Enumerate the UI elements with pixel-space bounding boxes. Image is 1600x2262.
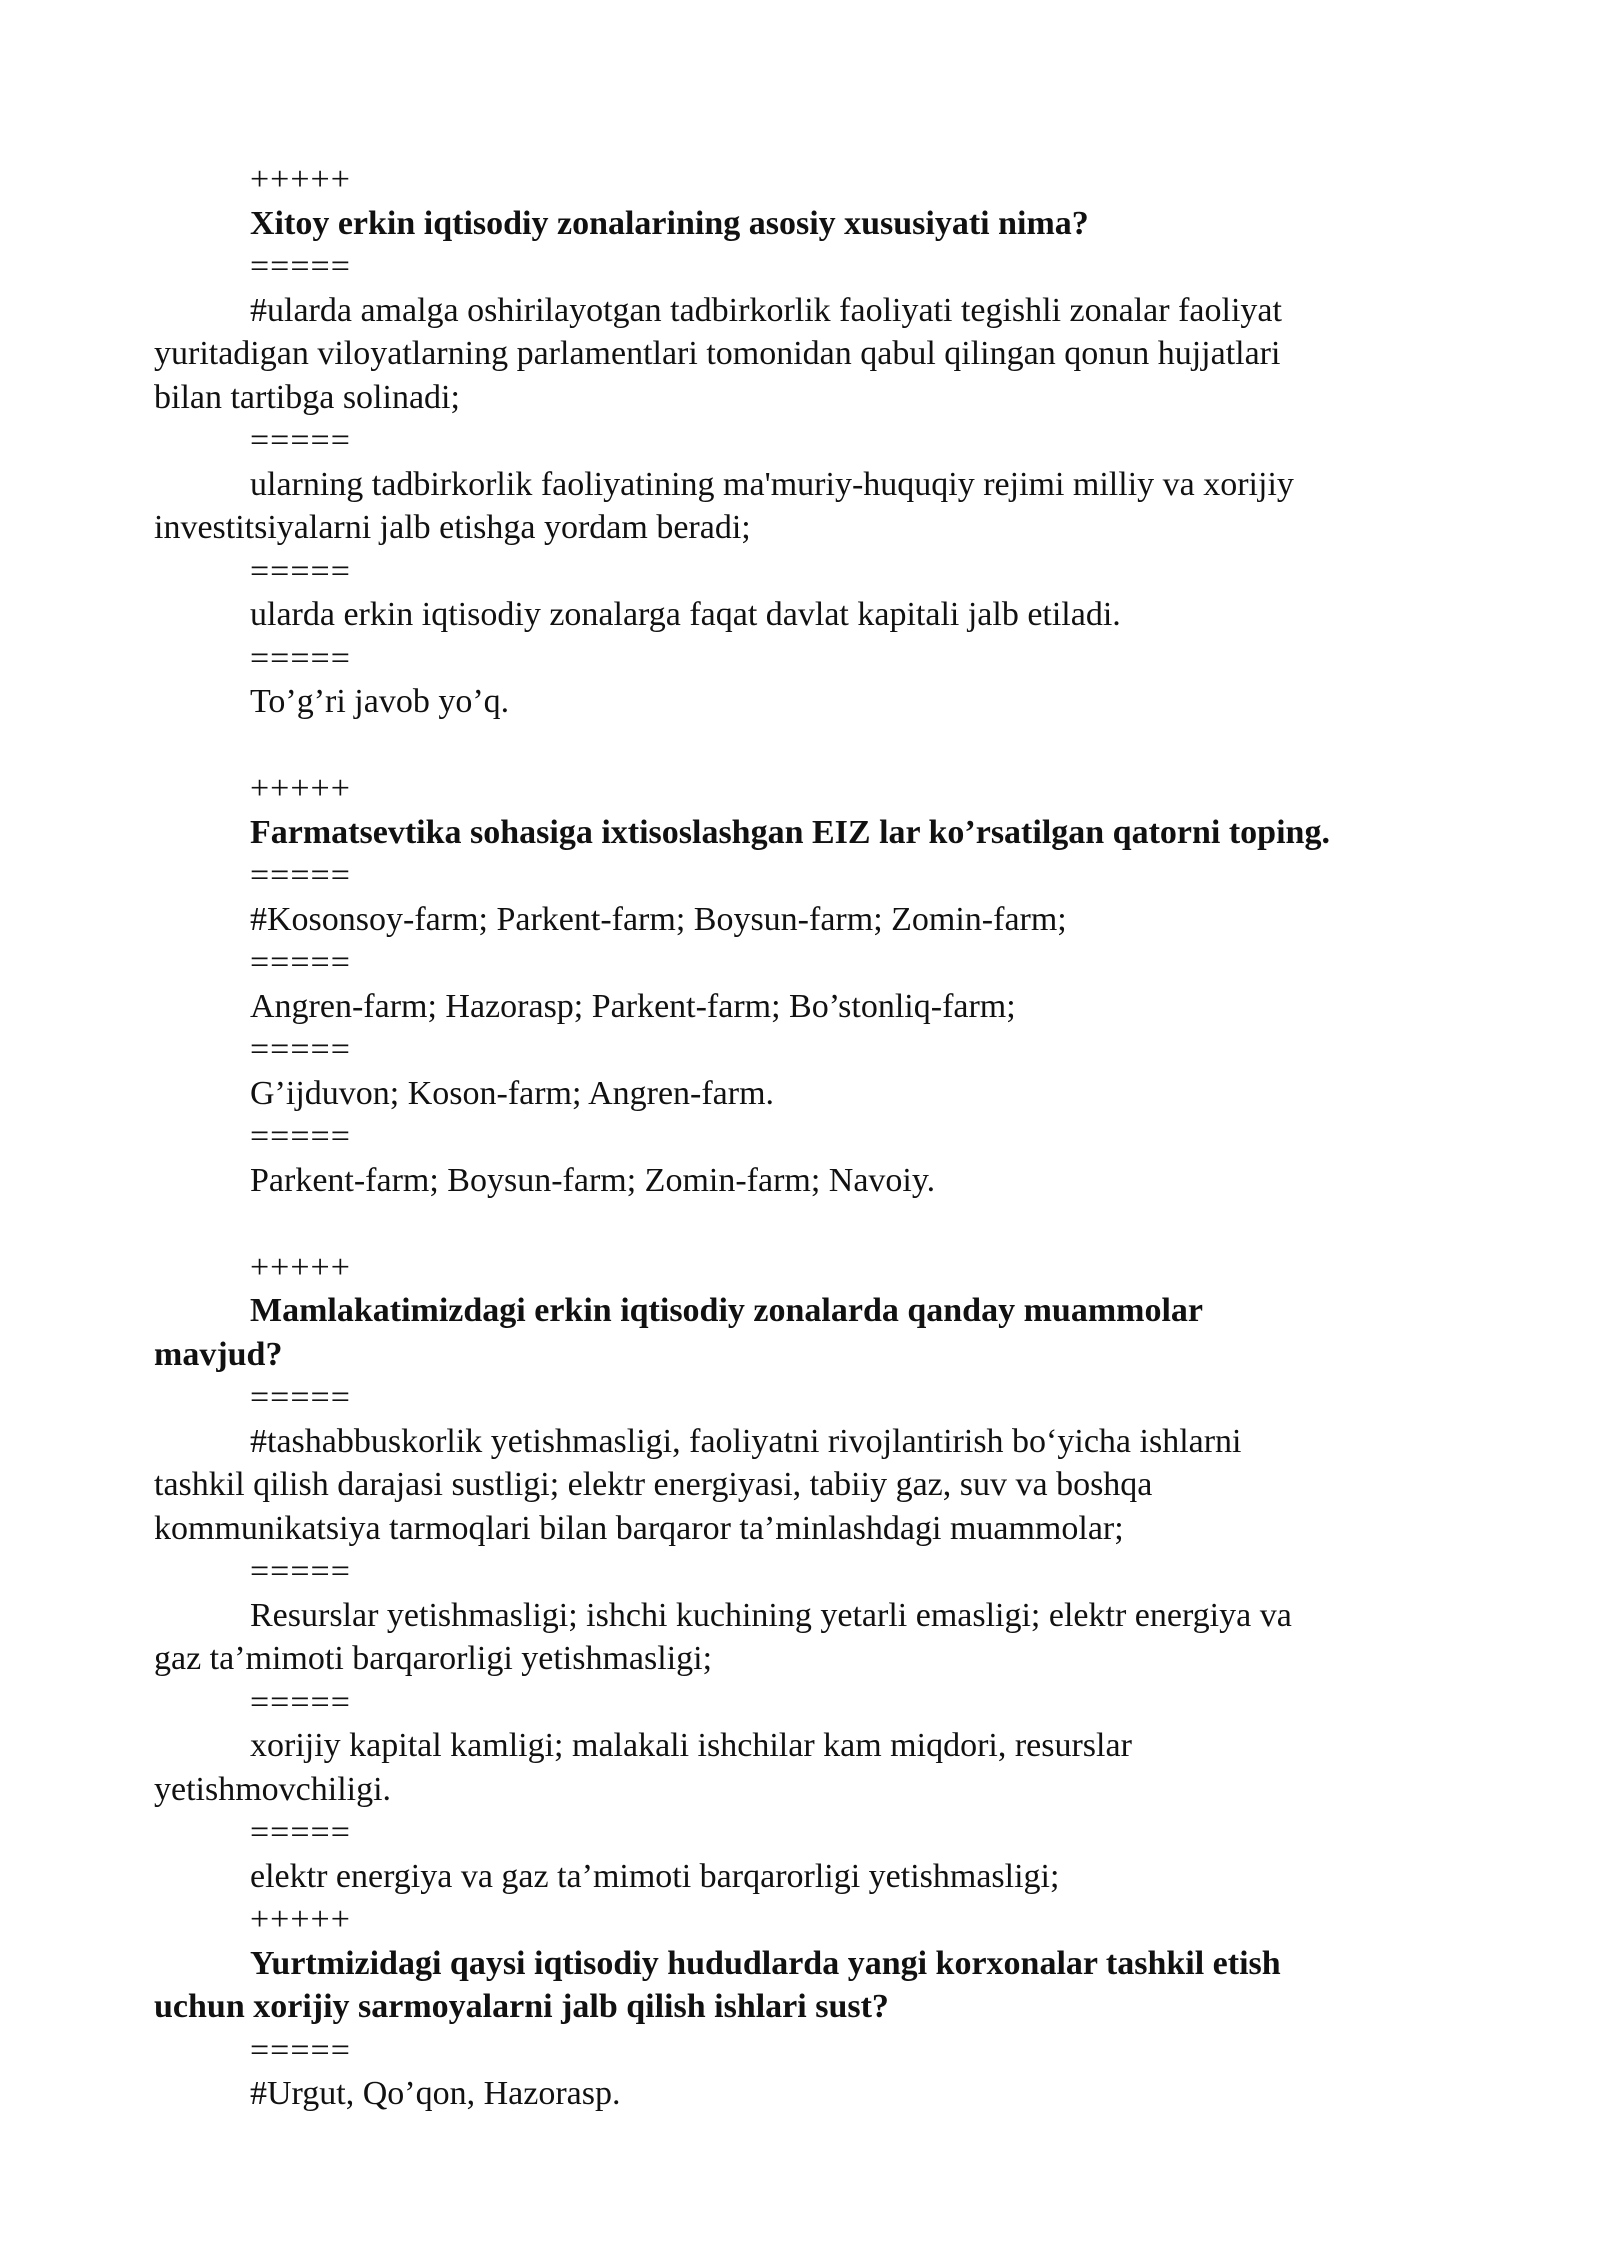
- option-text: #ularda amalga oshirilayotgan tadbirkorlik faoliyati tegishli zonalar faoliyat: [250, 291, 1282, 329]
- option-text: ularda erkin iqtisodiy zonalarga faqat davlat kapitali jalb etiladi.: [250, 596, 1121, 633]
- option-text: ularning tadbirkorlik faoliyatining ma'muriy-huquqiy rejimi milliy va xorijiy: [250, 465, 1294, 503]
- spacer: [154, 1202, 1454, 1246]
- option-text: G’ijduvon; Koson-farm; Angren-farm.: [250, 1074, 775, 1112]
- question-text: Yurtmizidagi qaysi iqtisodiy hududlarda yangi korxonalar tashkil etish: [250, 1944, 1281, 1982]
- option-separator: =====: [250, 248, 351, 285]
- option-text: Angren-farm; Hazorasp; Parkent-farm; Bo’stonliq-farm;: [250, 987, 1016, 1025]
- option-separator: =====: [250, 422, 351, 459]
- option-text: yetishmovchiligi.: [154, 1770, 392, 1808]
- option-separator: =====: [250, 1553, 351, 1590]
- option-separator: =====: [250, 1031, 351, 1068]
- question-marker: +++++: [250, 770, 351, 807]
- question-block: [154, 1246, 1454, 1899]
- option-separator: =====: [250, 944, 351, 981]
- question-marker: +++++: [250, 161, 351, 198]
- option-text: #tashabbuskorlik yetishmasligi, faoliyatni rivojlantirish bo‘yicha ishlarni: [250, 1422, 1242, 1460]
- option-separator: =====: [250, 639, 351, 677]
- question-marker: +++++: [250, 1248, 351, 1286]
- option-separator: =====: [250, 2031, 351, 2069]
- spacer: [154, 724, 1454, 768]
- question-text: Farmatsevtika sohasiga ixtisoslashgan EIZ lar ko’rsatilgan qatorni toping.: [250, 813, 1330, 851]
- question-text: mavjud?: [154, 1335, 283, 1373]
- question-marker: +++++: [250, 1901, 351, 1938]
- option-text: #Urgut, Qo’qon, Hazorasp.: [250, 2075, 621, 2112]
- option-text: elektr energiya va gaz ta’mimoti barqarorligi yetishmasligi;: [250, 1857, 1060, 1895]
- option-text: yuritadigan viloyatlarning parlamentlari tomonidan qabul qilingan qonun hujjatlari: [154, 335, 1281, 372]
- option-separator: =====: [250, 1683, 351, 1721]
- document-page: [154, 158, 1454, 2116]
- option-separator: =====: [250, 1379, 351, 1416]
- option-separator: =====: [250, 857, 351, 894]
- option-separator: =====: [250, 1118, 351, 1155]
- option-text: tashkil qilish darajasi sustligi; elektr energiyasi, tabiiy gaz, suv va boshqa: [154, 1466, 1153, 1503]
- question-block: [154, 1898, 1454, 2116]
- option-separator: =====: [250, 552, 351, 590]
- question-block: [154, 767, 1454, 1202]
- question-text: Mamlakatimizdagi erkin iqtisodiy zonalarda qanday muammolar: [250, 1292, 1203, 1329]
- option-text: kommunikatsiya tarmoqlari bilan barqaror ta’minlashdagi muammolar;: [154, 1509, 1124, 1547]
- option-text: bilan tartibga solinadi;: [154, 378, 460, 416]
- option-text: Resurslar yetishmasligi; ishchi kuchining yetarli emasligi; elektr energiya va: [250, 1596, 1292, 1634]
- option-text: xorijiy kapital kamligi; malakali ishchilar kam miqdori, resurslar: [250, 1727, 1132, 1764]
- option-text: To’g’ri javob yo’q.: [250, 683, 510, 720]
- option-text: #Kosonsoy-farm; Parkent-farm; Boysun-farm; Zomin-farm;: [250, 900, 1067, 938]
- option-text: Parkent-farm; Boysun-farm; Zomin-farm; Navoiy.: [250, 1161, 936, 1199]
- question-block: [154, 158, 1454, 724]
- option-separator: =====: [250, 1814, 351, 1851]
- question-text: uchun xorijiy sarmoyalarni jalb qilish ishlari sust?: [154, 1988, 889, 2025]
- option-text: gaz ta’mimoti barqarorligi yetishmasligi;: [154, 1640, 713, 1677]
- option-text: investitsiyalarni jalb etishga yordam beradi;: [154, 509, 751, 546]
- question-text: Xitoy erkin iqtisodiy zonalarining asosiy xususiyati nima?: [250, 204, 1089, 242]
